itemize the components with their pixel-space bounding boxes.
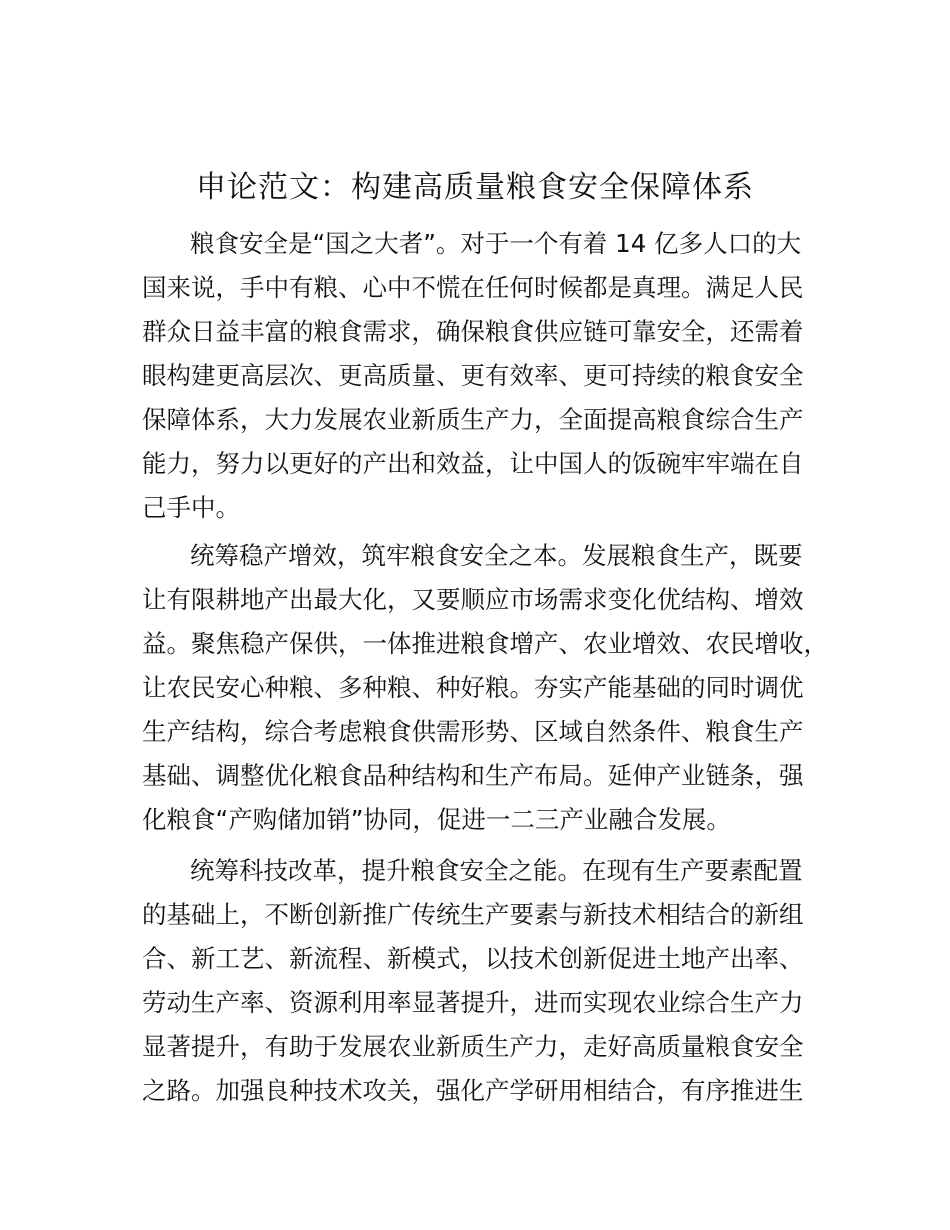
paragraph-line: 基础、调整优化粮食品种结构和生产布局。延伸产业链条，强 — [142, 761, 804, 790]
paragraph-line: 劳动生产率、资源利用率显著提升，进而实现农业综合生产力 — [142, 988, 804, 1017]
paragraph-line: 群众日益丰富的粮食需求，确保粮食供应链可靠安全，还需着 — [142, 317, 804, 346]
paragraph-line: 之路。加强良种技术攻关，强化产学研用相结合，有序推进生 — [142, 1076, 804, 1105]
paragraph-line: 统筹科技改革，提升粮食安全之能。在现有生产要素配置 — [190, 856, 803, 885]
paragraph-line: 让农民安心种粮、多种粮、种好粮。夯实产能基础的同时调优 — [142, 673, 804, 702]
paragraph-line: 眼构建更高层次、更高质量、更有效率、更可持续的粮食安全 — [142, 361, 804, 390]
paragraph-line: 让有限耕地产出最大化，又要顺应市场需求变化优结构、增效 — [142, 585, 804, 614]
paragraph-line: 粮食安全是“国之大者”。对于一个有着 14 亿多人口的大 — [190, 229, 802, 258]
paragraph-line: 益。聚焦稳产保供，一体推进粮食增产、农业增效、农民增收， — [142, 629, 828, 658]
paragraph-line: 生产结构，综合考虑粮食供需形势、区域自然条件、粮食生产 — [142, 717, 804, 746]
paragraph-line: 合、新工艺、新流程、新模式，以技术创新促进土地产出率、 — [142, 944, 804, 973]
paragraph-line: 化粮食“产购储加销”协同，促进一二三产业融合发展。 — [142, 805, 731, 834]
paragraph-line: 国来说，手中有粮、心中不慌在任何时候都是真理。满足人民 — [142, 273, 804, 302]
paragraph-line: 的基础上，不断创新推广传统生产要素与新技术相结合的新组 — [142, 900, 804, 929]
paragraph-line: 能力，努力以更好的产出和效益，让中国人的饭碗牢牢端在自 — [142, 449, 804, 478]
paragraph-line: 己手中。 — [142, 493, 240, 522]
paragraph-line: 显著提升，有助于发展农业新质生产力，走好高质量粮食安全 — [142, 1032, 804, 1061]
paragraph-line: 统筹稳产增效，筑牢粮食安全之本。发展粮食生产，既要 — [190, 541, 803, 570]
paragraph-line: 保障体系，大力发展农业新质生产力，全面提高粮食综合生产 — [142, 405, 804, 434]
document-title: 申论范文：构建高质量粮食安全保障体系 — [196, 170, 754, 205]
